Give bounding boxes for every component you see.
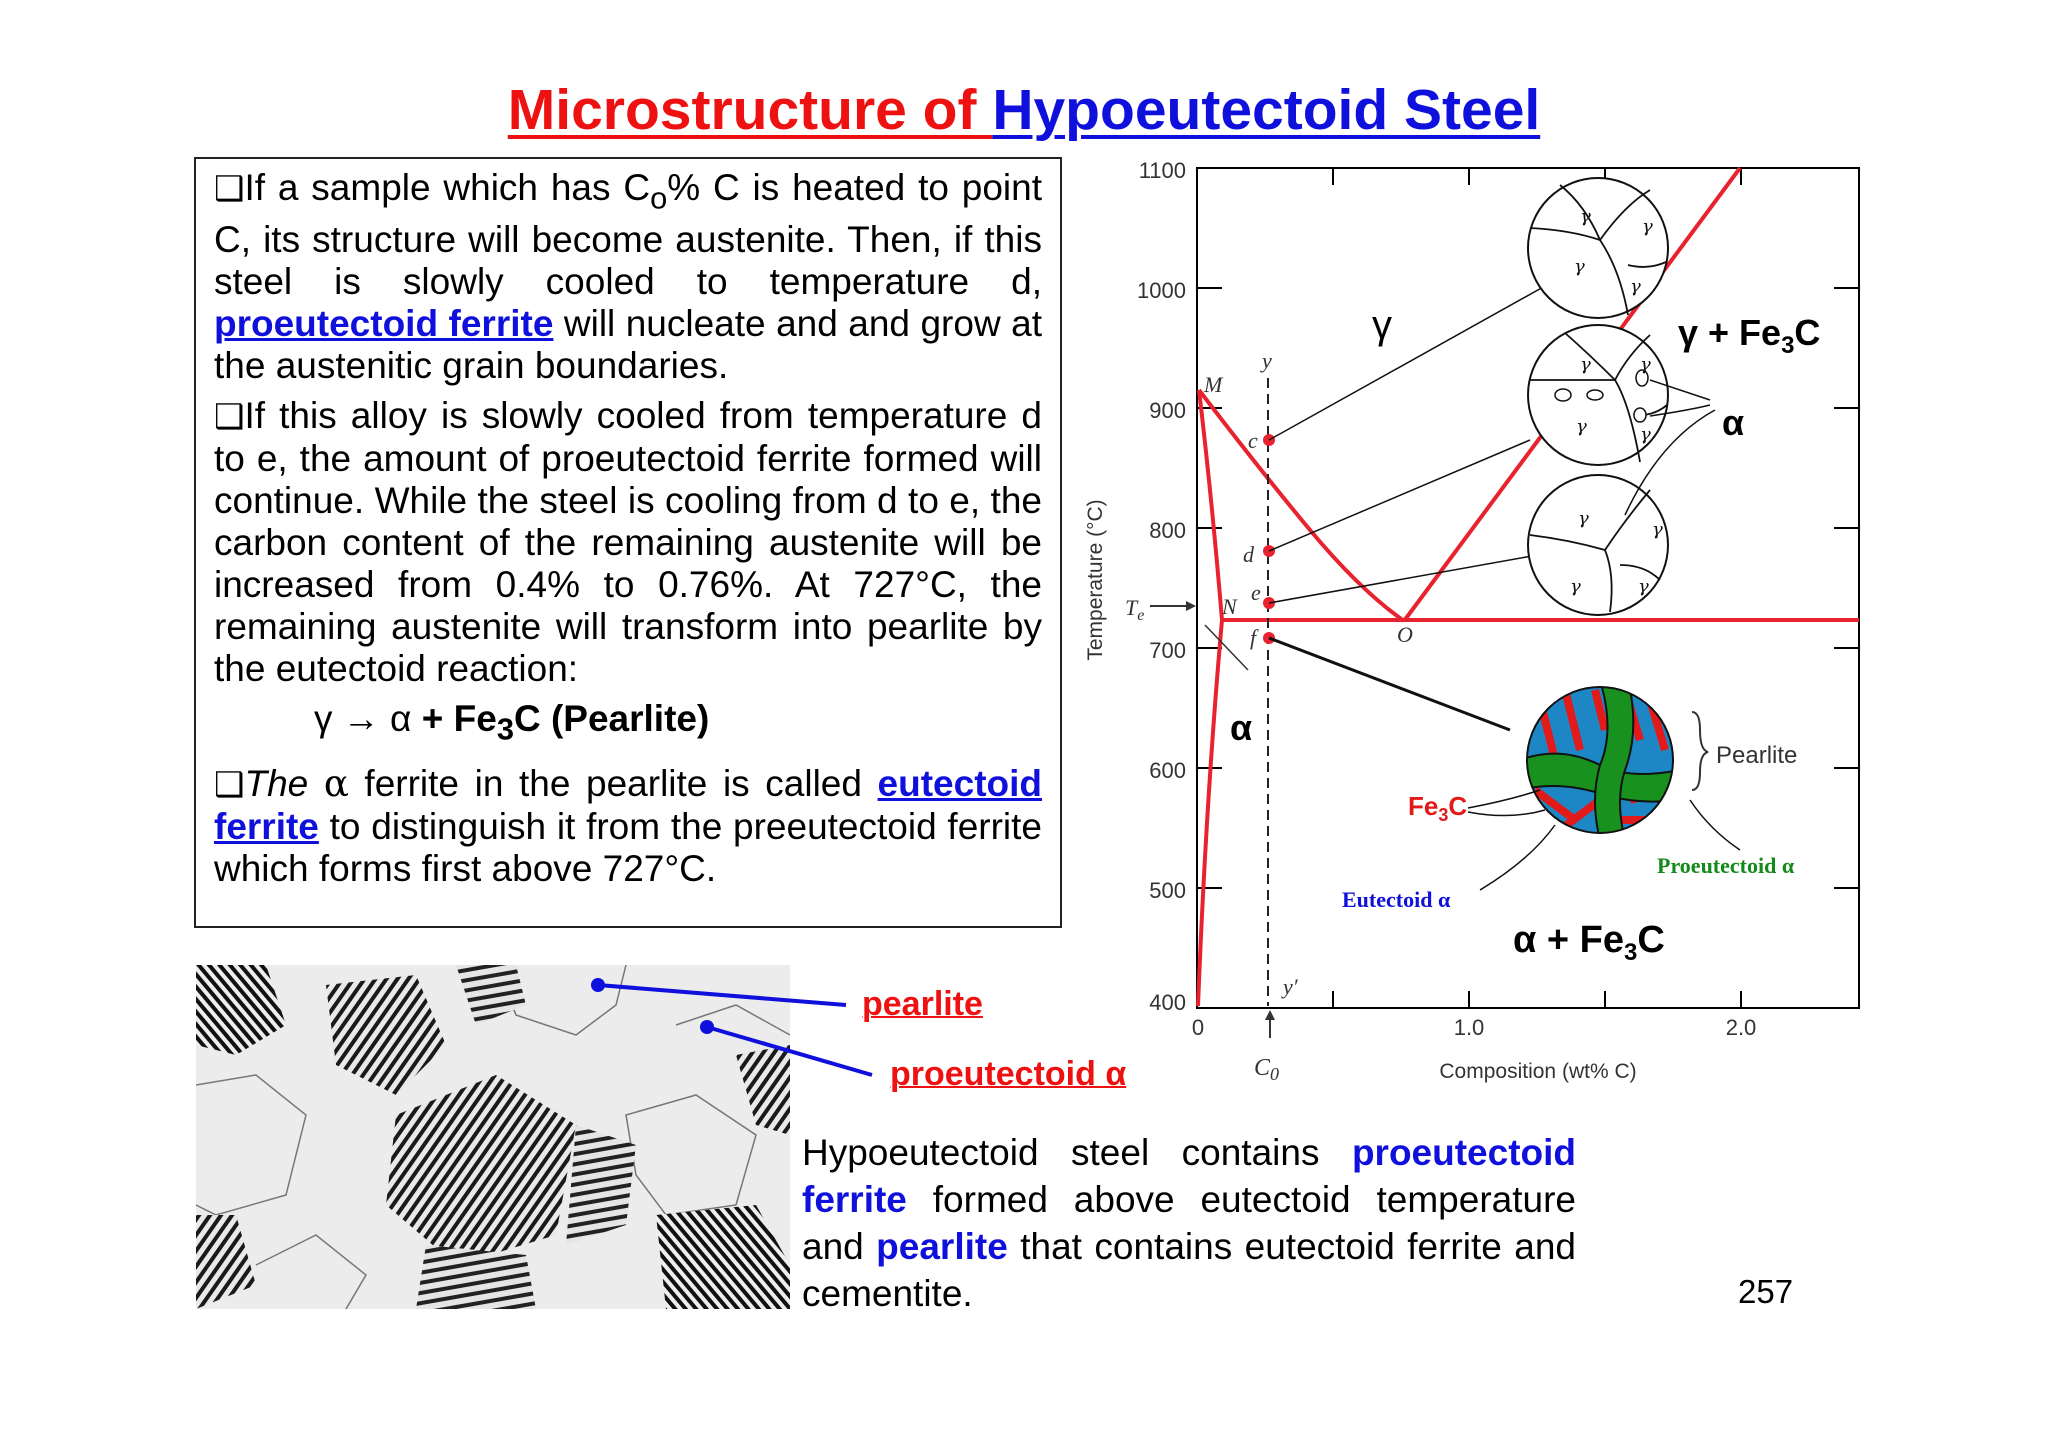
p1-text-c: will nucleate and and grow at the austenitic grain boundaries. xyxy=(214,303,1042,387)
region-gamma-fe3c: $\gamma + Fe_3C$ xyxy=(1678,312,1821,359)
proeutectoid-ferrite-link[interactable]: proeutectoid ferrite xyxy=(214,303,554,345)
bullet-square: ❑ xyxy=(214,170,245,208)
y-tick-800: 800 xyxy=(1149,518,1186,543)
region-alpha-left: α xyxy=(1230,707,1253,748)
fe3c-label: $Fe_3C$ xyxy=(1408,791,1468,825)
p2-text: If this alloy is slowly cooled from temperature d to e, the amount of proeutectoid ferrite formed will continue. While the steel is cooling from d to e, the carbon content of the remaining austenite will be increased from 0.4% to 0.76%. At 727°C, the remaining austenite will transform into pearlite by the eutectoid reaction: xyxy=(214,395,1042,690)
y-tick-500: 500 xyxy=(1149,878,1186,903)
summary-b: formed above eutectoid temperature and xyxy=(802,1179,1576,1267)
p3-alpha: α xyxy=(323,761,349,805)
title-part-1: Microstructure of xyxy=(507,78,993,142)
grain-gamma-11: γ xyxy=(1570,576,1581,597)
label-f: f xyxy=(1250,625,1257,650)
grain-gamma-9: γ xyxy=(1578,508,1589,529)
grain-circle-c xyxy=(1528,178,1668,318)
pearlite-circle xyxy=(1520,680,1680,840)
y-tick-900: 900 xyxy=(1149,398,1186,423)
label-y: y xyxy=(1262,348,1272,373)
eutectoid-link[interactable]: eutectoid xyxy=(877,762,1043,804)
proeutectoid-alpha-label: Proeutectoid α xyxy=(1657,853,1795,878)
grain-gamma-8: γ xyxy=(1640,424,1651,445)
title-part-2: Hypoeutectoid Steel xyxy=(992,78,1541,142)
label-M: M xyxy=(1204,372,1223,397)
ferrite-link[interactable]: ferrite xyxy=(214,805,319,847)
x-tick-1: 1.0 xyxy=(1453,1015,1485,1040)
y-tick-1100: 1100 xyxy=(1138,158,1186,183)
eutectoid-alpha-label: Eutectoid α xyxy=(1342,887,1451,912)
p1-text-a: If a sample which has C xyxy=(244,167,651,208)
alpha-solvus-line xyxy=(1198,620,1222,1006)
y-tick-400: 400 xyxy=(1149,990,1186,1015)
bullet-square: ❑ xyxy=(214,398,245,437)
p3-italic: The xyxy=(244,762,324,804)
label-e: e xyxy=(1251,580,1261,605)
summary-a: Hypoeutectoid steel contains xyxy=(802,1132,1352,1173)
y-tick-1000: 1000 xyxy=(1137,278,1186,303)
grain-gamma-1: γ xyxy=(1580,206,1591,227)
summary-highlight-1: proeutectoid ferrite xyxy=(802,1132,1576,1220)
label-yprime: y′ xyxy=(1283,974,1298,999)
summary-highlight-2: pearlite xyxy=(876,1226,1008,1267)
label-Te: $T_e$ xyxy=(1125,595,1145,624)
phase-diagram xyxy=(1080,150,1880,1105)
p3-text-a: ferrite in the pearlite is called xyxy=(348,762,878,804)
summary-text xyxy=(802,1129,1576,1317)
label-N: N xyxy=(1222,594,1237,619)
p1-text-b: % C is heated to point C, its structure will become austenite. Then, if this steel is slowly cooled to temperature d, xyxy=(214,167,1042,303)
x-tick-0: 0 xyxy=(1191,1015,1205,1040)
summary-c: that contains eutectoid ferrite and cementite. xyxy=(802,1226,1576,1314)
p1-subscript: o xyxy=(650,180,668,216)
grain-gamma-6: γ xyxy=(1640,354,1651,375)
y-tick-600: 600 xyxy=(1149,758,1186,783)
x-axis-label: Composition (wt% C) xyxy=(1439,1060,1637,1083)
proeutectoid-pointer-dot xyxy=(700,1020,714,1034)
pearlite-pointer-dot xyxy=(591,978,605,992)
label-d: d xyxy=(1243,542,1254,567)
proeutectoid-pointer xyxy=(707,1027,872,1075)
label-c: c xyxy=(1248,428,1258,453)
eq-subscript: 3 xyxy=(496,711,514,747)
pearlite-pointer xyxy=(598,985,846,1005)
y-axis-label: Temperature (°C) xyxy=(1084,499,1107,661)
proeutectoid-label: proeutectoid α xyxy=(890,1055,1127,1093)
pearlite-diagram-label: Pearlite xyxy=(1716,742,1798,769)
c0-label: $C_0$ xyxy=(1254,1055,1280,1084)
grain-gamma-2: γ xyxy=(1642,216,1653,237)
y-tick-700: 700 xyxy=(1149,638,1186,663)
grain-gamma-10: γ xyxy=(1652,519,1663,540)
plot-frame xyxy=(1197,168,1859,1008)
bullet-square: ❑ xyxy=(214,765,245,804)
grain-gamma-12: γ xyxy=(1638,576,1649,597)
region-alpha-fe3c: $\alpha + Fe_3C$ xyxy=(1513,919,1665,966)
x-tick-2: 2.0 xyxy=(1725,1015,1757,1040)
label-O: O xyxy=(1397,622,1413,647)
a3-line xyxy=(1199,390,1404,621)
region-gamma: γ xyxy=(1372,303,1392,347)
eq-part-a: γ → α xyxy=(314,698,422,740)
grain-gamma-4: γ xyxy=(1630,276,1641,297)
region-alpha-right: α xyxy=(1722,402,1745,443)
pearlite-label: pearlite xyxy=(862,985,983,1023)
eq-part-b: + Fe xyxy=(421,698,497,740)
grain-gamma-5: γ xyxy=(1580,354,1591,375)
page-number: 257 xyxy=(1738,1273,1794,1310)
grain-gamma-3: γ xyxy=(1574,256,1585,277)
alpha-gamma-line xyxy=(1199,390,1222,620)
p3-text-b: to distinguish it from the preeutectoid ferrite which forms first above 727°C. xyxy=(214,805,1042,889)
eq-part-c: C (Pearlite) xyxy=(513,698,710,740)
grain-gamma-7: γ xyxy=(1576,416,1587,437)
